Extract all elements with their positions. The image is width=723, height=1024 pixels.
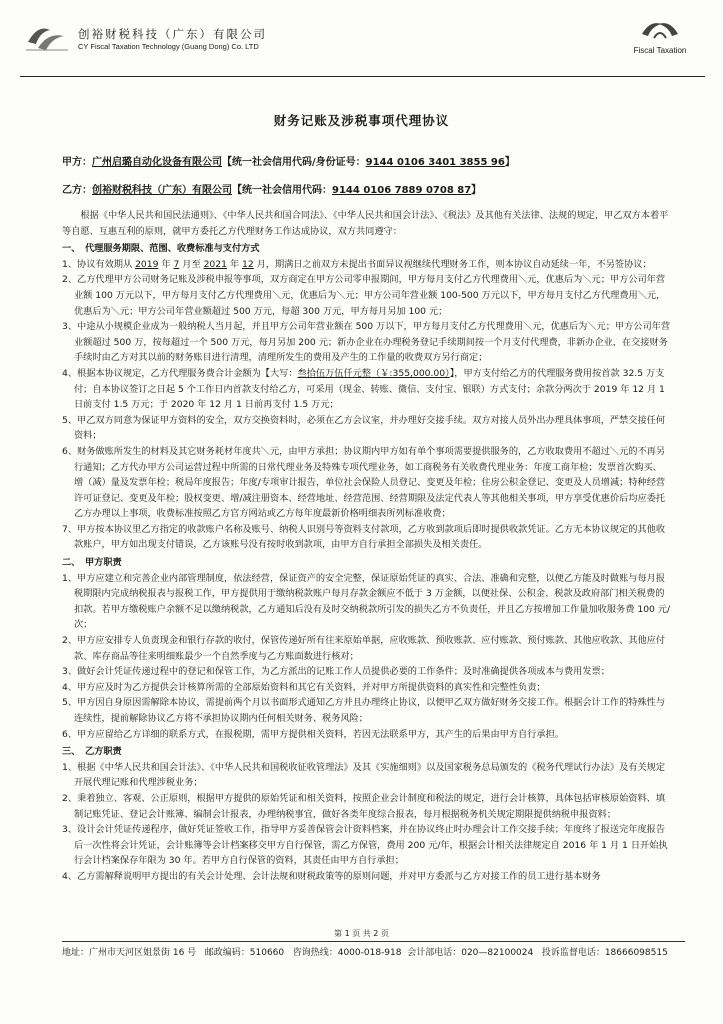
party-a-name: 广州启璐自动化设备有限公司 [92,157,222,168]
section-2-title: 二、 甲方职责 [62,557,122,569]
section-1-item-1: 1、协议有效期从 2019 年 7 月至 2021 年 12 月，期满日之前双方未提出书面异议视继续代理财务工作，则本协议自动延续一年，不另签协议； [62,258,652,270]
fee-amount: 叁拾伍万伍仟元整（￥:355,000.00） [297,367,450,379]
company-name-cn: 创裕财税科技（广东）有限公司 [78,27,267,41]
section-2-item-1: 1、甲方应建立和完善企业内部管理制度，依法经营，保证资产的安全完整，保证原始凭证的真实、合法、准确和完整，以便乙方能及时做账与每月报税期限内完成纳税报表与报税工作，甲方提供用于缴纳税款账户每月存款金额应不低于 3 万金额，以便社保、公积金、税款及政府部门相关税费的扣款。若甲方缴税账户余额不足以缴纳税款，乙方通知后没有及时交纳税款所引发的损失乙方不负责任，并且乙方按增加工作量加收服务费 100 元/次； [62,572,671,631]
party-b-id-number: 9144 0106 7889 0708 87 [332,185,472,196]
section-1-item-7: 7、甲方按本协议里乙方指定的收款账户名称及账号、纳税人识别号等资料支付款项，乙方收到款项后即时提供收款凭证。乙方无本协议规定的其他收款账户，甲方如出现支付错误，乙方该账号没有按时收到款项，由甲方自行承担全部损失及相关责任。 [62,523,666,551]
section-2-item-4: 4、甲方应及时为乙方提供会计核算所需的全部原始资料和其它有关资料，并对甲方所提供资料的真实性和完整性负责； [62,681,546,693]
section-3-item-4: 4、乙方需解释说明甲方提出的有关会计处理、会计法规和财税政策等的原则问题，并对甲方委派与乙方对接工作的员工进行基本财务 [62,870,601,882]
party-a-line [62,153,515,168]
party-a-id-label: 【统一社会信用代码/身份证号： [222,157,366,168]
footer-postcode: 邮政编码：510660 [204,948,285,958]
section-3-item-2: 2、秉着独立、客观、公正原则，根据甲方提供的原始凭证和相关资料，按照企业会计制度和税法的规定，进行会计核算，具体包括审核原始资料、填制记账凭证、登记会计账簿、编制会计报表，办理纳税事宜，做好各类年度综合报表，每月根据税务机关规定期限提供纳税申报资料； [62,792,666,820]
footer-hotline: 咨询热线：4000-018-918 [292,948,402,958]
footer-contact [62,941,685,958]
company-logo-icon [24,22,72,58]
footer-accounting-phone: 会计部电话：020—82100024 [407,948,534,958]
fiscal-taxation-icon [615,18,705,44]
party-b-label: 乙方： [62,185,92,196]
section-1-item-4: 4、根据本协议规定，乙方代理服务费合计金额为【大写：叁拾伍万伍仟元整（￥:355,000.00）】，甲方支付给乙方的代理服务费用按首款 32.5 万支付；自本协议签订之日起 5 个工作日内首款支付给乙方，可采用（现金、转账、微信、支付宝、银联）方式支付；余款分两次于 2019 年 12 月 1 日前支付 1.5 万元；于 2020 年 12 月 1 日前再支付 1.5 万元； [62,367,665,411]
section-1-item-3: 3、中途从小规模企业成为一般纳税人当月起，并且甲方公司年营业额在 500 万以下，甲方每月支付乙方代理费用＼元，优惠后为＼元；甲方公司年营业额超过 500 万，按每超过一个 500 万元，每月另加 200 元；新办企业在办理税务登记手续期间按一个月支付代理费，非新办企业，在交接财务手续时由乙方对其以前的财务账目进行清理，清理所发生的费用及产生的工作量的收费双方另行商定； [62,321,671,364]
party-a-label: 甲方： [62,157,92,168]
party-b-line [62,181,481,196]
section-3-item-1: 1、根据《中华人民共和国会计法》、《中华人民共和国税收征收管理法》及其《实施细则》以及国家税务总局颁发的《税务代理试行办法》及有关规定开展代理记账和代理涉税业务； [62,761,666,789]
party-b-close: 】 [471,185,482,196]
party-a-close: 】 [504,157,515,168]
document-title: 财务记账及涉税事项代理协议 [273,113,450,128]
footer-complaint-phone: 投诉监督电话：18666098515 [541,948,668,958]
fiscal-taxation-logo [615,18,705,55]
footer-address: 地址：广州市天河区姐景街 16 号 [62,948,197,958]
section-3-title: 三、 乙方职责 [62,746,122,758]
fiscal-taxation-label: Fiscal Taxation [633,46,687,55]
letterhead [20,18,705,77]
section-3-item-3: 3、设计会计凭证传递程序，做好凭证签收工作，指导甲方妥善保管会计资料档案，并在协议终止时办理会计工作交接手续；年度终了报送完年度报告后一次性将会计凭证，会计账簿等会计档案移交甲方自行保管，需乙方保管，费用 200 元/年，根据会计相关法律规定自 2016 年 1 月 1 日开始执行会计档案保存年限为 30 年。若甲方自行保管的资料，其责任由甲方自行承担； [62,824,668,867]
section-1-item-5: 5、甲乙双方同意为保证甲方资料的安全，双方交换资料时，必须在乙方会议室，并办理好交接手续。双方对接人员外出办理具体事项，严禁交接任何资料； [62,414,666,442]
agreement-body [62,208,671,885]
page-number: 第 1 页 共 2 页 [334,929,389,938]
party-b-id-label: 【统一社会信用代码： [232,185,332,196]
section-1-item-2: 2、乙方代理甲方公司财务记账及涉税申报等事项，双方商定在甲方公司零申报期间，甲方每月支付乙方代理费用＼元，优惠后为＼元；甲方公司年营业额 100 万元以下，甲方每月支付乙方代理费用＼元，优惠后为＼元；甲方公司年营业额 100-500 万元以下，甲方每月支付乙方代理费用＼元，优惠后为＼元；甲方公司年营业额超过 500 万元，每超 300 万元，甲方每月另加 100 元； [62,274,666,317]
party-b-name: 创裕财税科技（广东）有限公司 [92,185,232,196]
party-a-id-number: 9144 0106 3401 3855 96 [365,157,505,168]
section-2-item-2: 2、甲方应安排专人负责现金和银行存款的收付，保管传递好所有往来原始单据，应收账款、预收账款、应付账款、预付账款、其他应收款、其他应付款、库存商品等往来明细账最少一个自然季度与乙方账面数进行核对； [62,635,666,662]
intro-paragraph: 根据《中华人民共和国民法通则》、《中华人民共和国合同法》、《中华人民共和国会计法》、《税法》及其他有关法律、法规的规定，甲乙双方本着平等自愿、互惠互利的原则，就甲方委托乙方代理财务工作达成协议，双方共同遵守： [62,210,669,237]
section-1-title: 一、 代理服务期限、范围、收费标准与支付方式 [62,243,260,255]
section-2-item-5: 5、甲方因自身原因需解除本协议，需提前两个月以书面形式通知乙方并且办理终止协议，以便甲乙双方做好财务交接工作。根据会计工作的特殊性与连续性，提前解除协议乙方将不承担协议期内任何相关财务、税务风险； [62,697,666,724]
section-2-item-6: 6、甲方应留给乙方详细的联系方式，在报税期，需甲方提供相关资料，若因无法联系甲方，其产生的后果由甲方自行承担。 [62,728,564,740]
section-2-item-3: 3、做好会计凭证传递过程中的登记和保管工作，为乙方派出的记账工作人员提供必要的工作条件；及时准确提供各项成本与费用发票； [62,666,610,678]
company-name-en: CY Fiscal Taxation Technology (Guang Dong) Co. LTD [78,42,259,51]
section-1-item-6: 6、财务做账所发生的材料及其它财务耗材年度共＼元，由甲方承担；协议期内甲方如有单个事项需要提供服务的，乙方收取费用不超过＼元的不再另行通知；乙方代办甲方公司运营过程中所需的日常代理业务及特殊专项代理业务，如工商税务有关收费代理业务：年度工商年检；发票首次购买、增（减）量及发票年检；税局年度报告；年度/专项审计报告，单位社会保险人员登记、变更及年检；住房公积金登记、变更及人员增减；特种经营许可证登记、变更及年检；股权变更、增/减注册资本、经营地址、经营范围、经营期限及法定代表人等其他相关事项，甲方享受优惠价后均应委托乙方办理以上事项，收费标准按照乙方官方网站或乙方每年度最新价格明细表所列标准收费； [62,445,666,520]
